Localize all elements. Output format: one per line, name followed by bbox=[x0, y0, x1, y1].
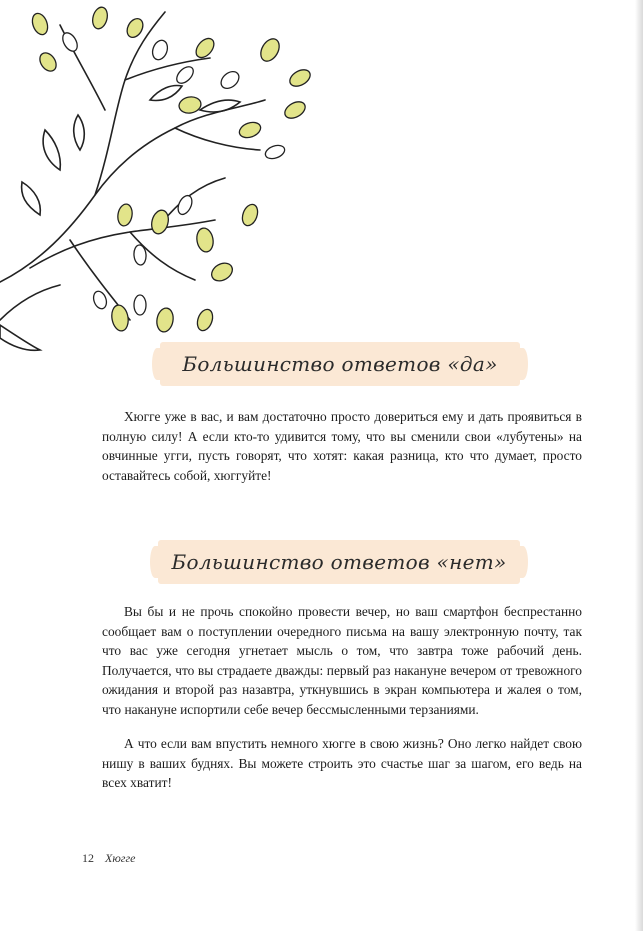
section-heading-no-text: Большинство ответов «нет» bbox=[171, 550, 507, 574]
paragraph-no-2: А что если вам впустить немного хюгге в свою жизнь? Оно легко найдет свою нишу в ваших буднях. Вы можете строить это счастье шаг за шагом, его ведь на всех хватит! bbox=[102, 736, 582, 790]
section-heading-yes-text: Большинство ответов «да» bbox=[182, 352, 498, 376]
paragraph-yes: Хюгге уже в вас, и вам достаточно просто довериться ему и дать проявиться в полную силу! А если кто-то удивится тому, что вы сменили свои «лубутены» на овчинные угги, пусть говорят, что хотят: какая разница, кто что думает, просто оставайтесь собой, хюггуйте! bbox=[102, 409, 582, 483]
section-heading-yes bbox=[160, 342, 520, 386]
section-heading-no bbox=[158, 540, 520, 584]
page-footer bbox=[82, 851, 135, 866]
page-edge-shadow bbox=[635, 0, 643, 931]
page-number: 12 bbox=[82, 851, 94, 865]
floral-branch-illustration bbox=[0, 0, 330, 360]
running-title: Хюгге bbox=[105, 851, 136, 865]
paragraph-no-1: Вы бы и не прочь спокойно провести вечер, но ваш смартфон беспрестанно сообщает вам о поступлении очередного письма на вашу электронную почту, так что вас уже сегодня угнетает мысль о том, что завтра тоже рабочий день. Получается, что вы страдаете дважды: первый раз накануне вечером от тревожного ожидания и второй раз назавтра, уткнувшись в экран компьютера и жалея о том, что накануне испортили себе вечер бессмысленными терзаниями. bbox=[102, 604, 582, 717]
